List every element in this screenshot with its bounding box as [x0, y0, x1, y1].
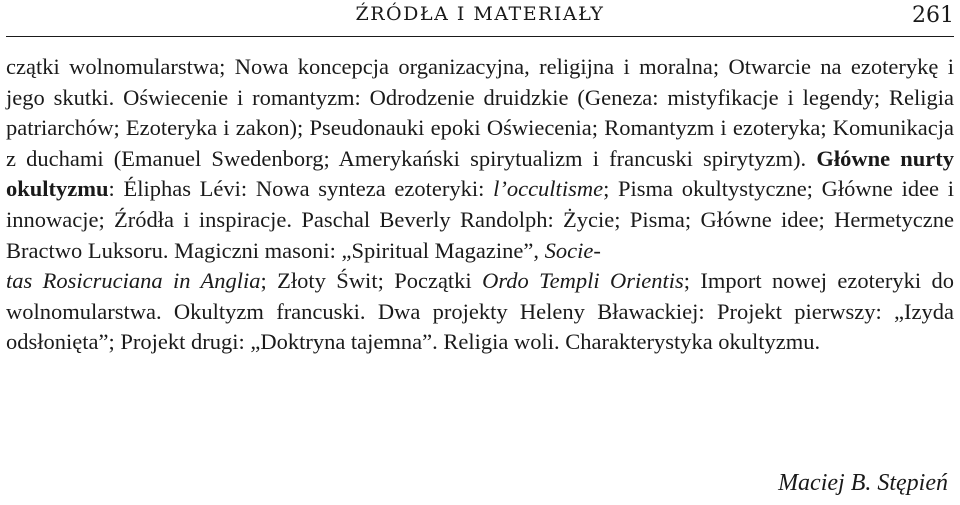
- italic-title: tas Rosicruciana in Anglia: [6, 268, 261, 294]
- italic-title: Ordo Templi Orientis: [482, 268, 684, 294]
- text-segment: ; Złoty Świt; Początki: [260, 268, 483, 294]
- text-segment: czątki wolnomularstwa; Nowa koncepcja organizacyjna, religijna i moralna; Otwarcie na ezoterykę i jego skutki. Oświecenie i romantyzm: Odrodzenie druidzkie (Geneza: mistyfikacje i legendy; Religia patriarchów; Ezoteryka i zakon); Pseudonauki epoki Oświecenia; Romantyzm i ezoteryka; Komunikacja z duchami (Emanuel Swedenborg; Amerykański spirytualizm i francuski spirytyzm).: [6, 54, 954, 171]
- page-number: 261: [912, 3, 954, 28]
- italic-title: Socie: [544, 237, 594, 263]
- text-segment: ; Pisma okultystyczne; Główne idee i innowacje; Źródła i inspiracje. Paschal Beverly Randolph: Życie; Pisma; Główne idee; Hermetyczne Bractwo Luksoru. Magiczni masoni: „Spiritual Magazine”,: [6, 176, 954, 263]
- italic-title: l’occultisme: [493, 176, 604, 202]
- text-segment: : Éliphas Lévi: Nowa synteza ezoteryki:: [108, 176, 494, 202]
- section-heading-inline: Główne nurty okultyzmu: [6, 145, 955, 202]
- author-signature: Maciej B. Stępień: [778, 470, 948, 496]
- body-paragraph: czątki wolnomularstwa; Nowa koncepcja organizacyjna, religijna i moralna; Otwarcie na ezoterykę i jego skutki. Oświecenie i romantyzm: Odrodzenie druidzkie (Geneza: mistyfikacje i legendy; Religia patriarchów; Ezoteryka i zakon); Pseudonauki epoki Oświecenia; Romantyzm i ezoteryka; Komunikacja z duchami (Emanuel Swedenborg; Amerykański spirytualizm i francuski spirytyzm). Główne nurty okultyzmu: Éliphas Lévi: Nowa synteza ezoteryki: l’occultisme; Pisma okultystyczne; Główne idee i innowacje; Źródła i inspiracje. Paschal Beverly Randolph: Życie; Pisma; Główne idee; Hermetyczne Bractwo Luksoru. Magiczni masoni: „Spiritual Magazine”, Socie- tas Rosicruciana in Anglia; Złoty Świt; Początki Ordo Templi Orientis; Import nowej ezoteryki do wolnomularstwa. Okultyzm francuski. Dwa projekty Heleny Bławackiej: Projekt pierwszy: „Izyda odsłonięta”; Projekt drugi: „Doktryna tajemna”. Religia woli. Charakterystyka okultyzmu.: [6, 54, 955, 355]
- running-head: ŹRÓDŁA I MATERIAŁY: [355, 3, 605, 25]
- text-segment: ; Import nowej ezoteryki do wolnomularstwa. Okultyzm francuski. Dwa projekty Heleny Bławackiej: Projekt pierwszy: „Izyda odsłonięta”; Projekt drugi: „Doktryna tajemna”. Religia woli. Charakterystyka okultyzmu.: [6, 268, 954, 355]
- page-header: [6, 0, 954, 37]
